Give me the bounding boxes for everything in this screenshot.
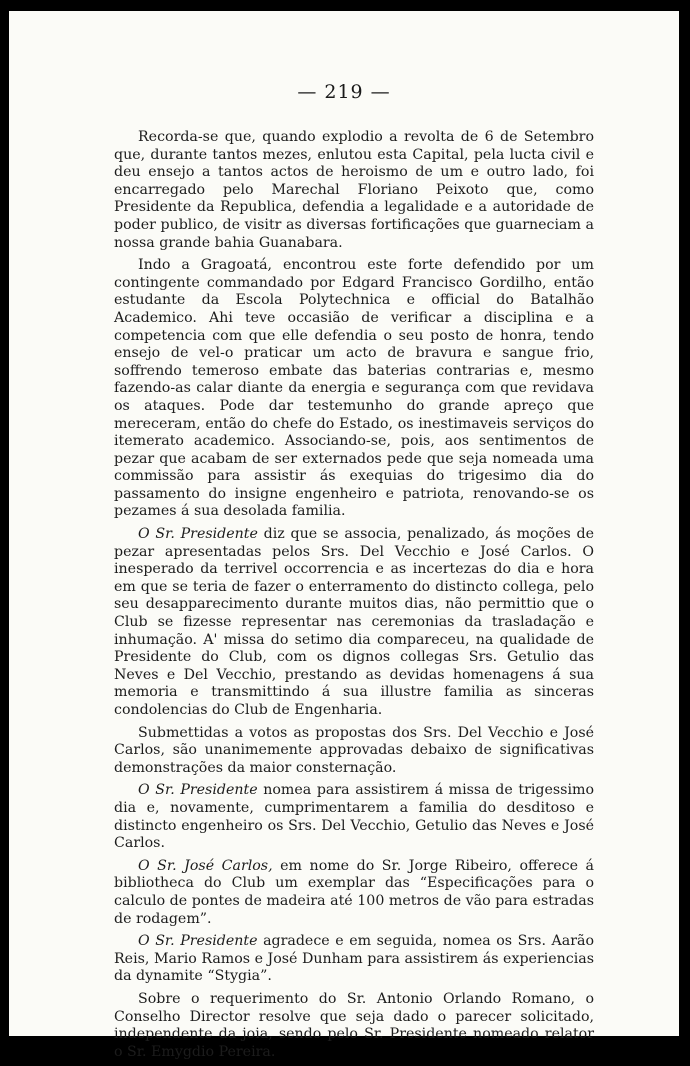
paragraph-lead: O Sr. Presidente	[138, 933, 258, 950]
paragraph-text: nomea para assistirem á missa de trigessimo dia e, novamente, cumprimentarem a familia do desditoso e distincto engenheiro os Srs. Del Vecchio, Getulio das Neves e José Carlos.	[114, 782, 594, 852]
paragraph	[114, 933, 594, 986]
paragraph-lead: O Sr. Presidente	[138, 526, 258, 543]
body-text	[114, 129, 594, 1066]
paragraph-text: agradece e em seguida, nomea os Srs. Aarão Reis, Mario Ramos e José Dunham para assistirem ás experiencias da dynamite “Stygia”.	[114, 933, 595, 985]
paragraph	[114, 526, 594, 720]
paragraph	[114, 782, 594, 852]
paragraph	[114, 858, 594, 928]
document-page	[9, 11, 679, 1060]
paragraph-text: Recorda-se que, quando explodio a revolta de 6 de Setembro que, durante tantos mezes, enlutou esta Capital, pela lucta civil e deu ensejo a tantos actos de heroismo de um e outro lado, foi encarregado pelo Marechal Floriano Peixoto que, como Presidente da Republica, defendia a legalidade e a autoridade de poder publico, de visitr as diversas fortificações que guarneciam a nossa grande bahia Guanabara.	[114, 129, 594, 251]
paragraph-text: Indo a Gragoatá, encontrou este forte defendido por um contingente commandado por Edgard Francisco Gordilho, então estudante da Escola Polytechnica e official do Batalhão Academico. Ahi teve occasião de verificar a disciplina e a competencia com que elle defendia o seu posto de honra, tendo ensejo de vel-o praticar um acto de bravura e sangue frio, soffrendo temeroso embate das baterias contrarias e, mesmo fazendo-as calar diante da energia e segurança com que revidava os ataques. Pode dar testemunho do grande apreço que mereceram, então do chefe do Estado, os inestimaveis serviços do itemerato academico. Associando-se, pois, aos sentimentos de pezar que acabam de ser externados pede que seja nomeada uma commissão para assistir ás exequias do trigesimo dia do passamento do insigne engenheiro e patriota, renovando-se os pezames á sua desolada familia.	[114, 257, 594, 520]
paragraph-text: em nome do Sr. Jorge Ribeiro, offerece á bibliotheca do Club um exemplar das “Especificações para o calculo de pontes de madeira até 100 metros de vão para estradas de rodagem”.	[114, 857, 595, 927]
paragraph	[114, 991, 594, 1061]
paragraph-text: diz que se associa, penalizado, ás moções de pezar apresentadas pelos Srs. Del Vecchio e José Carlos. O inesperado da terrivel occorrencia e as incertezas do dia e hora em que se teria de fazer o enterramento do distincto collega, pelo seu desapparecimento durante muitos dias, não permittio que o Club se fizesse representar nas ceremonias da trasladação e inhumação. A' missa do setimo dia compareceu, na qualidade de Presidente do Club, com os dignos collegas Srs. Getulio das Neves e Del Vecchio, prestando as devidas homenagens á sua memoria e transmittindo á sua illustre familia as sinceras condolencias do Club de Engenharia.	[114, 526, 594, 718]
paragraph	[114, 129, 594, 252]
page-number: — 219 —	[297, 81, 391, 103]
paragraph-text: Submettidas a votos as propostas dos Srs. Del Vecchio e José Carlos, são unanimemente approvadas debaixo de significativas demonstrações da maior consternação.	[114, 724, 594, 776]
paragraph-lead: O Sr. José Carlos,	[138, 857, 273, 874]
paragraph-lead: O Sr. Presidente	[138, 782, 258, 799]
paragraph	[114, 725, 594, 778]
paragraph-text: Sobre o requerimento do Sr. Antonio Orlando Romano, o Conselho Director resolve que seja dado o parecer solicitado, independente da joia, sendo pelo Sr. Presidente nomeado relator o Sr. Emygdio Pereira.	[114, 990, 594, 1060]
paragraph	[114, 257, 594, 521]
